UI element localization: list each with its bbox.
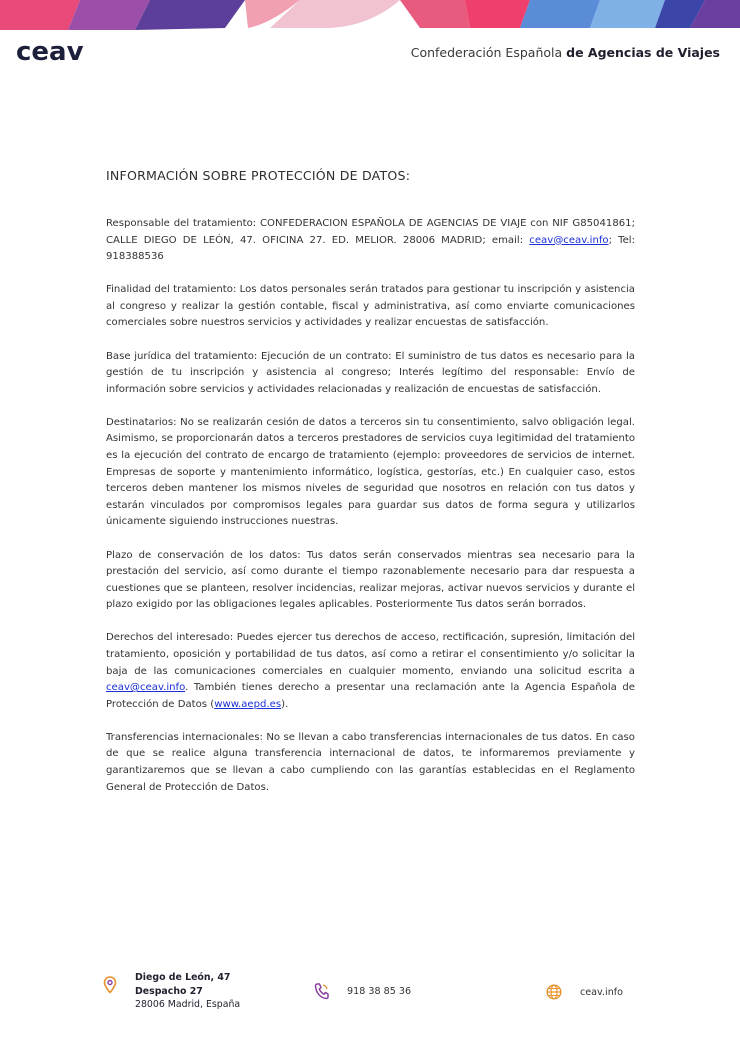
address-city: 28006 Madrid, España [135, 999, 241, 1010]
paragraph-finalidad: Finalidad del tratamiento: Los datos personales serán tratados para gestionar tu inscripción y asistencia al congreso y realizar la gestión contable, fiscal y administrativa, así como enviarte comunicaciones comerciales sobre nuestros servicios y actividades y realizar encuestas de satisfacción. [106, 284, 635, 329]
responsable-tel: ; Tel: 918388536 [106, 234, 636, 263]
email-link[interactable]: ceav@ceav.info [529, 234, 609, 246]
email-link[interactable]: ceav@ceav.info [106, 682, 186, 694]
footer-website[interactable]: ceav.info [580, 987, 624, 998]
footer-address [135, 971, 240, 1012]
derechos-text: Derechos del interesado: Puedes ejercer tus derechos de acceso, rectificación, supresión, limitación del tratamiento, oposición y portabilidad de tus datos, así como a retirar el consentimiento y/o solicitar la baja de las comunicaciones comerciales en cualquier momento, enviando una solicitud escrita a [106, 632, 635, 677]
address-street: Diego de León, 47 [135, 972, 231, 983]
responsable-text: Responsable del tratamiento: CONFEDERACION ESPAÑOLA DE AGENCIAS DE VIAJE con NIF G85041861; CALLE DIEGO DE LEÓN, 47. OFICINA 27. ED. MELIOR. 28006 MADRID; email: [106, 218, 635, 246]
paragraph-derechos [106, 630, 635, 713]
aepd-link[interactable]: www.aepd.es [214, 698, 282, 710]
tagline-prefix: Confederación Española [410, 45, 563, 60]
decorative-color-band [0, 0, 740, 30]
paragraph-base-juridica: Base jurídica del tratamiento: Ejecución de un contrato: El suministro de tus datos es necesario para la gestión de tu inscripción y asistencia al congreso; Interés legítimo del responsable: Envío de información sobre servicios y actividades relacionadas y realización de encuestas de satisfacción. [106, 350, 635, 395]
paragraph-plazo-conservacion: Plazo de conservación de los datos: Tus datos serán conservados mientras sea necesario para la prestación del servicio, así como durante el tiempo razonablemente necesario para dar respuesta a cuestiones que se planteen, resolver incidencias, realizar mejoras, activar nuevos servicios y durante el plazo exigido por las obligaciones legales aplicables. Posteriormente Tus datos serán borrados. [106, 549, 635, 611]
paragraph-transferencias: Transferencias internacionales: No se llevan a cabo transferencias internacionales de tus datos. En caso de que se realice alguna transferencia internacional de datos, te informaremos previamente y garantizaremos que se llevan a cabo cumpliendo con las garantías establecidas en el Reglamento General de Protección de Datos. [106, 731, 635, 793]
document-body [106, 216, 635, 813]
derechos-text-end: ). [281, 698, 289, 710]
globe-icon [546, 984, 562, 1004]
location-pin-icon [103, 976, 117, 998]
organization-tagline [411, 45, 720, 60]
derechos-text-middle: . También tienes derecho a presentar una reclamación ante la Agencia Española de Protección de Datos ( [106, 682, 635, 710]
paragraph-responsable [106, 216, 635, 266]
ceav-logo: ceav [16, 37, 84, 67]
page-header [0, 30, 740, 78]
page-footer [95, 965, 650, 1015]
phone-icon [314, 982, 329, 1004]
page-title: INFORMACIÓN SOBRE PROTECCIÓN DE DATOS: [106, 168, 411, 183]
tagline-bold: de Agencias de Viajes [566, 45, 720, 60]
footer-phone[interactable]: 918 38 85 36 [347, 986, 412, 997]
address-office: Despacho 27 [135, 985, 203, 997]
paragraph-destinatarios: Destinatarios: No se realizarán cesión de datos a terceros sin tu consentimiento, salvo obligación legal. Asimismo, se proporcionarán datos a terceros prestadores de servicios cuya legitimidad del tratamiento es la ejecución del contrato de encargo de tratamiento (ejemplo: proveedores de servicios de internet. Empresas de soporte y mantenimiento informático, logística, gestorías, etc.) En cualquier caso, estos terceros deben mantener los mismos niveles de seguridad que nosotros en relación con tus datos y estarán vinculados por compromisos legales para guardar sus datos de forma segura y utilizarlos únicamente siguiendo instrucciones nuestras. [106, 416, 635, 528]
